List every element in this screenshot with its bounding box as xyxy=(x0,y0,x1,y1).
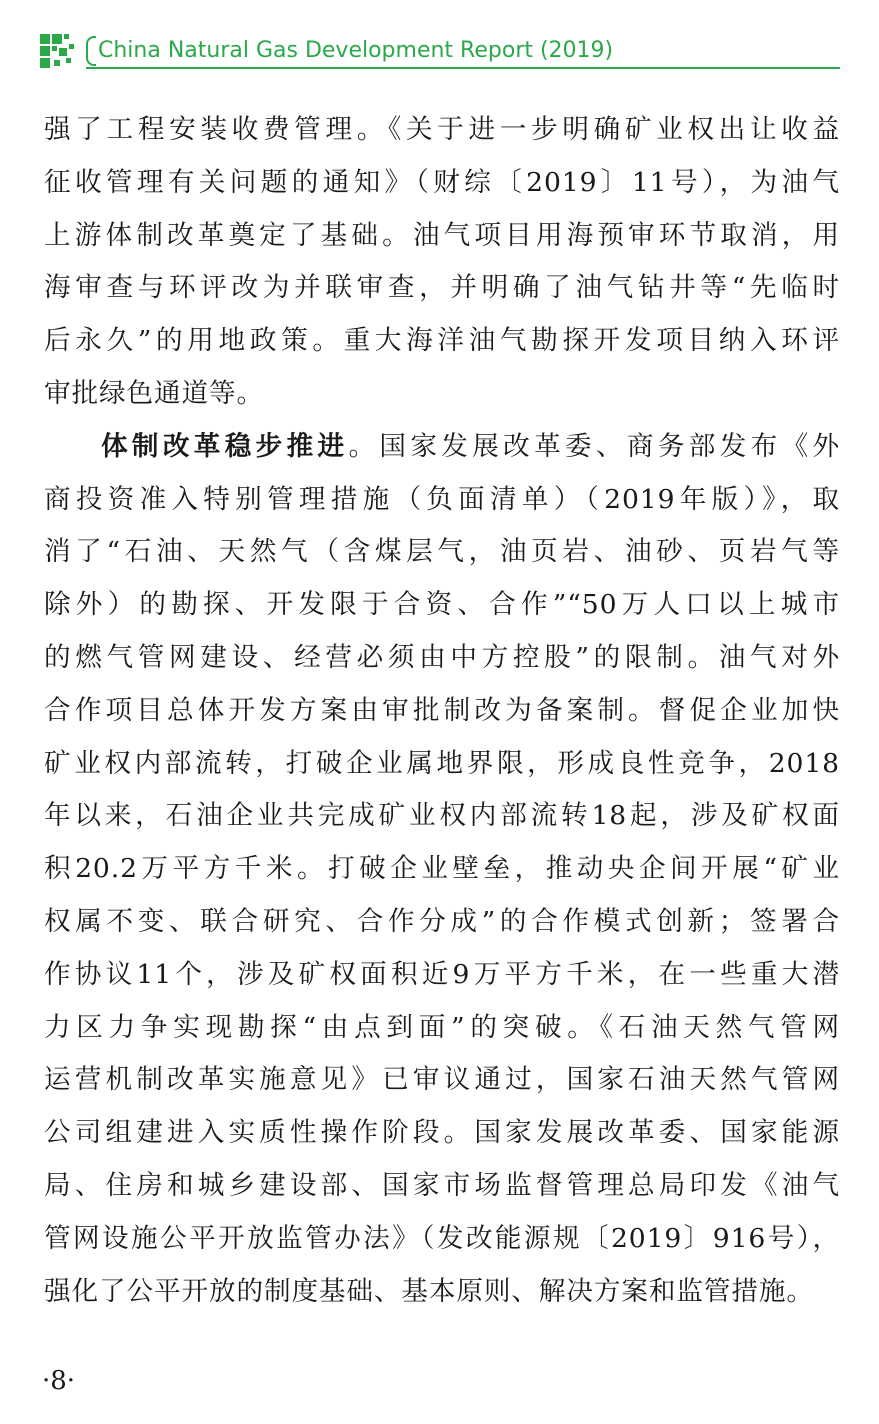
paragraph-2-line: 权属不变、联合研究、合作分成”的合作模式创新；签署合 xyxy=(44,905,840,937)
paragraph-2-first-line-rest: 。国家发展改革委、商务部发布《外 xyxy=(348,430,840,462)
green-pixel-logo-icon xyxy=(40,34,74,68)
paragraph-1-line: 强了工程安装收费管理。《关于进一步明确矿业权出让收益 xyxy=(44,114,840,145)
paragraph-2-line: 强化了公平开放的制度基础、基本原则、解决方案和监管措施。 xyxy=(44,1275,814,1307)
paragraph-2-line: 合作项目总体开发方案由审批制改为备案制。督促企业加快 xyxy=(44,694,840,726)
paragraph-2-line: 年以来，石油企业共完成矿业权内部流转18起，涉及矿权面 xyxy=(44,800,840,832)
paragraph-2-first-line xyxy=(44,421,840,474)
paragraph-2-line: 局、住房和城乡建设部、国家市场监督管理总局印发《油气 xyxy=(44,1169,840,1201)
paragraph-1-line: 征收管理有关问题的通知》（财综〔2019〕11号），为油气 xyxy=(44,166,840,198)
paragraph-2-line: 矿业权内部流转，打破企业属地界限，形成良性竞争，2018 xyxy=(44,747,840,779)
paragraph-2-line: 力区力争实现勘探“由点到面”的突破。《石油天然气管网 xyxy=(44,1011,840,1043)
paragraph-1-line: 海审查与环评改为并联审查，并明确了油气钻井等“先临时 xyxy=(44,272,840,304)
paragraph-2-line: 商投资准入特别管理措施（负面清单）（2019年版）》，取 xyxy=(44,483,840,515)
paragraph-2-line: 除外）的勘探、开发限于合资、合作”“50万人口以上城市 xyxy=(44,589,840,621)
running-header-title: China Natural Gas Development Report (2019) xyxy=(98,38,614,63)
paragraph-2-line: 积20.2万平方千米。打破企业壁垒，推动央企间开展“矿业 xyxy=(44,853,840,885)
paragraph-1-line: 审批绿色通道等。 xyxy=(44,377,264,409)
paragraph-1-line: 后永久”的用地政策。重大海洋油气勘探开发项目纳入环评 xyxy=(44,325,840,357)
paragraph-2-line: 运营机制改革实施意见》已审议通过，国家石油天然气管网 xyxy=(44,1064,840,1096)
paragraph-2-line: 公司组建进入实质性操作阶段。国家发展改革委、国家能源 xyxy=(44,1117,840,1149)
paragraph-2-lead-heading: 体制改革稳步推进 xyxy=(101,430,349,462)
paragraph-2-line: 作协议11个，涉及矿权面积近9万平方千米，在一些重大潜 xyxy=(44,958,840,990)
header-rule xyxy=(86,67,840,69)
header-bracket xyxy=(86,36,96,66)
paragraph-2-line: 管网设施公平开放监管办法》（发改能源规〔2019〕916号）， xyxy=(44,1222,840,1254)
paragraph-2-line: 的燃气管网建设、经营必须由中方控股”的限制。油气对外 xyxy=(44,641,840,673)
page-number: ·8· xyxy=(42,1366,76,1396)
running-header xyxy=(40,28,840,72)
body-text xyxy=(44,104,840,1318)
paragraph-2-line: 消了“石油、天然气（含煤层气，油页岩、油砂、页岩气等 xyxy=(44,536,840,568)
paragraph-1-line: 上游体制改革奠定了基础。油气项目用海预审环节取消，用 xyxy=(44,219,840,251)
